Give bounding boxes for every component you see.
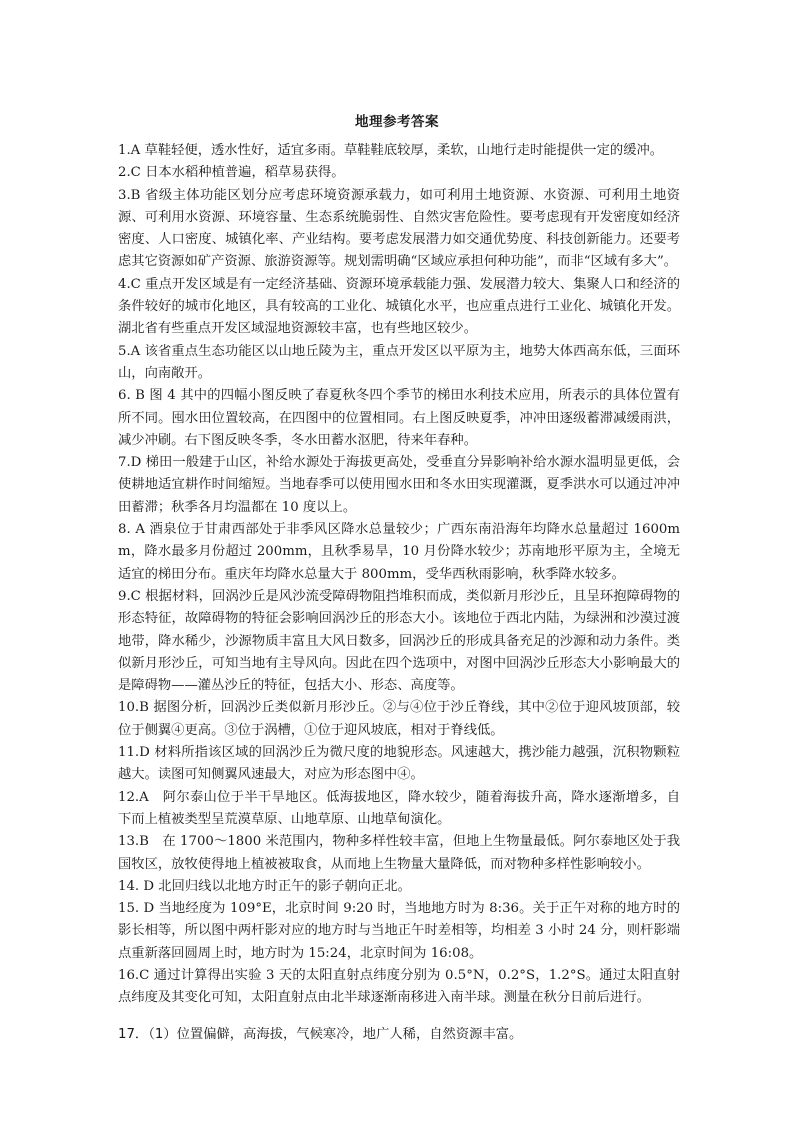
answer-4: 4.C 重点开发区域是有一定经济基础、资源环境承载能力强、发展潜力较大、集聚人口和经济的条件较好的城市化地区，具有较高的工业化、城镇化水平，也应重点进行工业化、城镇化开发。湖北省有些重点开发区域湿地资源较丰富，也有些地区较少。 [118, 276, 680, 337]
answer-11: 11.D 材料所指该区域的回涡沙丘为微尺度的地貌形态。风速越大，携沙能力越强，沉积物颗粒越大。读图可知侧翼风速最大，对应为形态图中④。 [118, 745, 680, 783]
answer-14: 14. D 北回归线以北地方时正午的影子朝向正北。 [118, 878, 411, 894]
answer-15: 15. D 当地经度为 109°E，北京时间 9:20 时，当地地方时为 8:36。关于正午对称的地方时的影长相等，所以图中两杆影对应的地方时与当地正午时差相等，均相差 3 小时 24 分，则杆影端点重新落回圆周上时，地方时为 15:24，北京时间为 16:08。 [118, 901, 680, 961]
answer-13: 13.B 在 1700～1800 米范围内，物种多样性较丰富，但地上生物量最低。阿尔泰地区处于我国牧区，放牧使得地上植被被取食，从而地上生物量大量降低，而对物种多样性影响较小。 [118, 834, 680, 872]
answer-16: 16.C 通过计算得出实验 3 天的太阳直射点纬度分别为 0.5°N，0.2°S，1.2°S。通过太阳直射点纬度及其变化可知，太阳直射点由北半球逐渐南移进入南半球。测量在秋分日前后进行。 [118, 967, 680, 1006]
answer-8: 8. A 酒泉位于甘肃西部处于非季风区降水总量较少；广西东南沿海年均降水总量超过 1600mm，降水最多月份超过 200mm，且秋季易旱，10 月份降水较少；苏南地形平原为主，全境无适宜的梯田分布。重庆年均降水总量大于 800mm，受华西秋雨影响，秋季降水较多。 [118, 522, 680, 582]
answer-3: 3.B 省级主体功能区划分应考虑环境资源承载力，如可利用土地资源、水资源、可利用土地资源、可利用水资源、环境容量、生态系统脆弱性、自然灾害危险性。要考虑现有开发密度如经济密度、人口密度、城镇化率、产业结构。要考虑发展潜力如交通优势度、科技创新能力。还要考虑其它资源如矿产资源、旅游资源等。规划需明确“区域应承担何种功能”，而非“区域有多大”。 [118, 187, 680, 270]
answer-2: 2.C 日本水稻种植普遍，稻草易获得。 [118, 165, 345, 181]
answer-list [118, 140, 680, 1046]
answer-17: 17．（1）位置偏僻，高海拔，气候寒冷，地广人稀，自然资源丰富。 [118, 1026, 523, 1042]
answer-9: 9.C 根据材料，回涡沙丘是风沙流受障碍物阻挡堆积而成，类似新月形沙丘，且呈环抱障碍物的形态特征，故障碍物的特征会影响回涡沙丘的形态大小。该地位于西北内陆，为绿洲和沙漠过渡地带，降水稀少，沙源物质丰富且大风日数多，回涡沙丘的形成具备充足的沙源和动力条件。类似新月形沙丘，可知当地有主导风向。因此在四个选项中，对图中回涡沙丘形态大小影响最大的是障碍物——灌丛沙丘的特征，包括大小、形态、高度等。 [118, 588, 680, 694]
answer-6: 6. B 图 4 其中的四幅小图反映了春夏秋冬四个季节的梯田水利技术应用，所表示的具体位置有所不同。囤水田位置较高，在四图中的位置相同。右上图反映夏季，冲冲田逐级蓄滞减缓雨洪，减少冲刷。右下图反映冬季，冬水田蓄水沤肥，待来年春种。 [118, 388, 680, 448]
answer-12: 12.A 阿尔泰山位于半干旱地区。低海拔地区，降水较少，随着海拔升高，降水逐渐增多，自下而上植被类型呈荒漠草原、山地草原、山地草甸演化。 [118, 789, 680, 827]
answer-7: 7.D 梯田一般建于山区，补给水源处于海拔更高处，受垂直分异影响补给水源水温明显更低，会使耕地适宜耕作时间缩短。当地春季可以使用囤水田和冬水田实现灌溉，夏季洪水可以通过冲冲田蓄滞；秋季各月均温都在 10 度以上。 [118, 455, 680, 515]
answer-1: 1.A 草鞋轻便，透水性好，适宜多雨。草鞋鞋底较厚，柔软，山地行走时能提供一定的缓冲。 [118, 143, 664, 158]
page-title: 地理参考答案 [355, 114, 439, 130]
answer-10: 10.B 据图分析，回涡沙丘类似新月形沙丘。②与④位于沙丘脊线，其中②位于迎风坡顶部，较位于侧翼④更高。③位于涡槽，①位于迎风坡底，相对于脊线低。 [118, 700, 680, 738]
answer-5: 5.A 该省重点生态功能区以山地丘陵为主，重点开发区以平原为主，地势大体西高东低，三面环山，向南敞开。 [118, 343, 680, 381]
